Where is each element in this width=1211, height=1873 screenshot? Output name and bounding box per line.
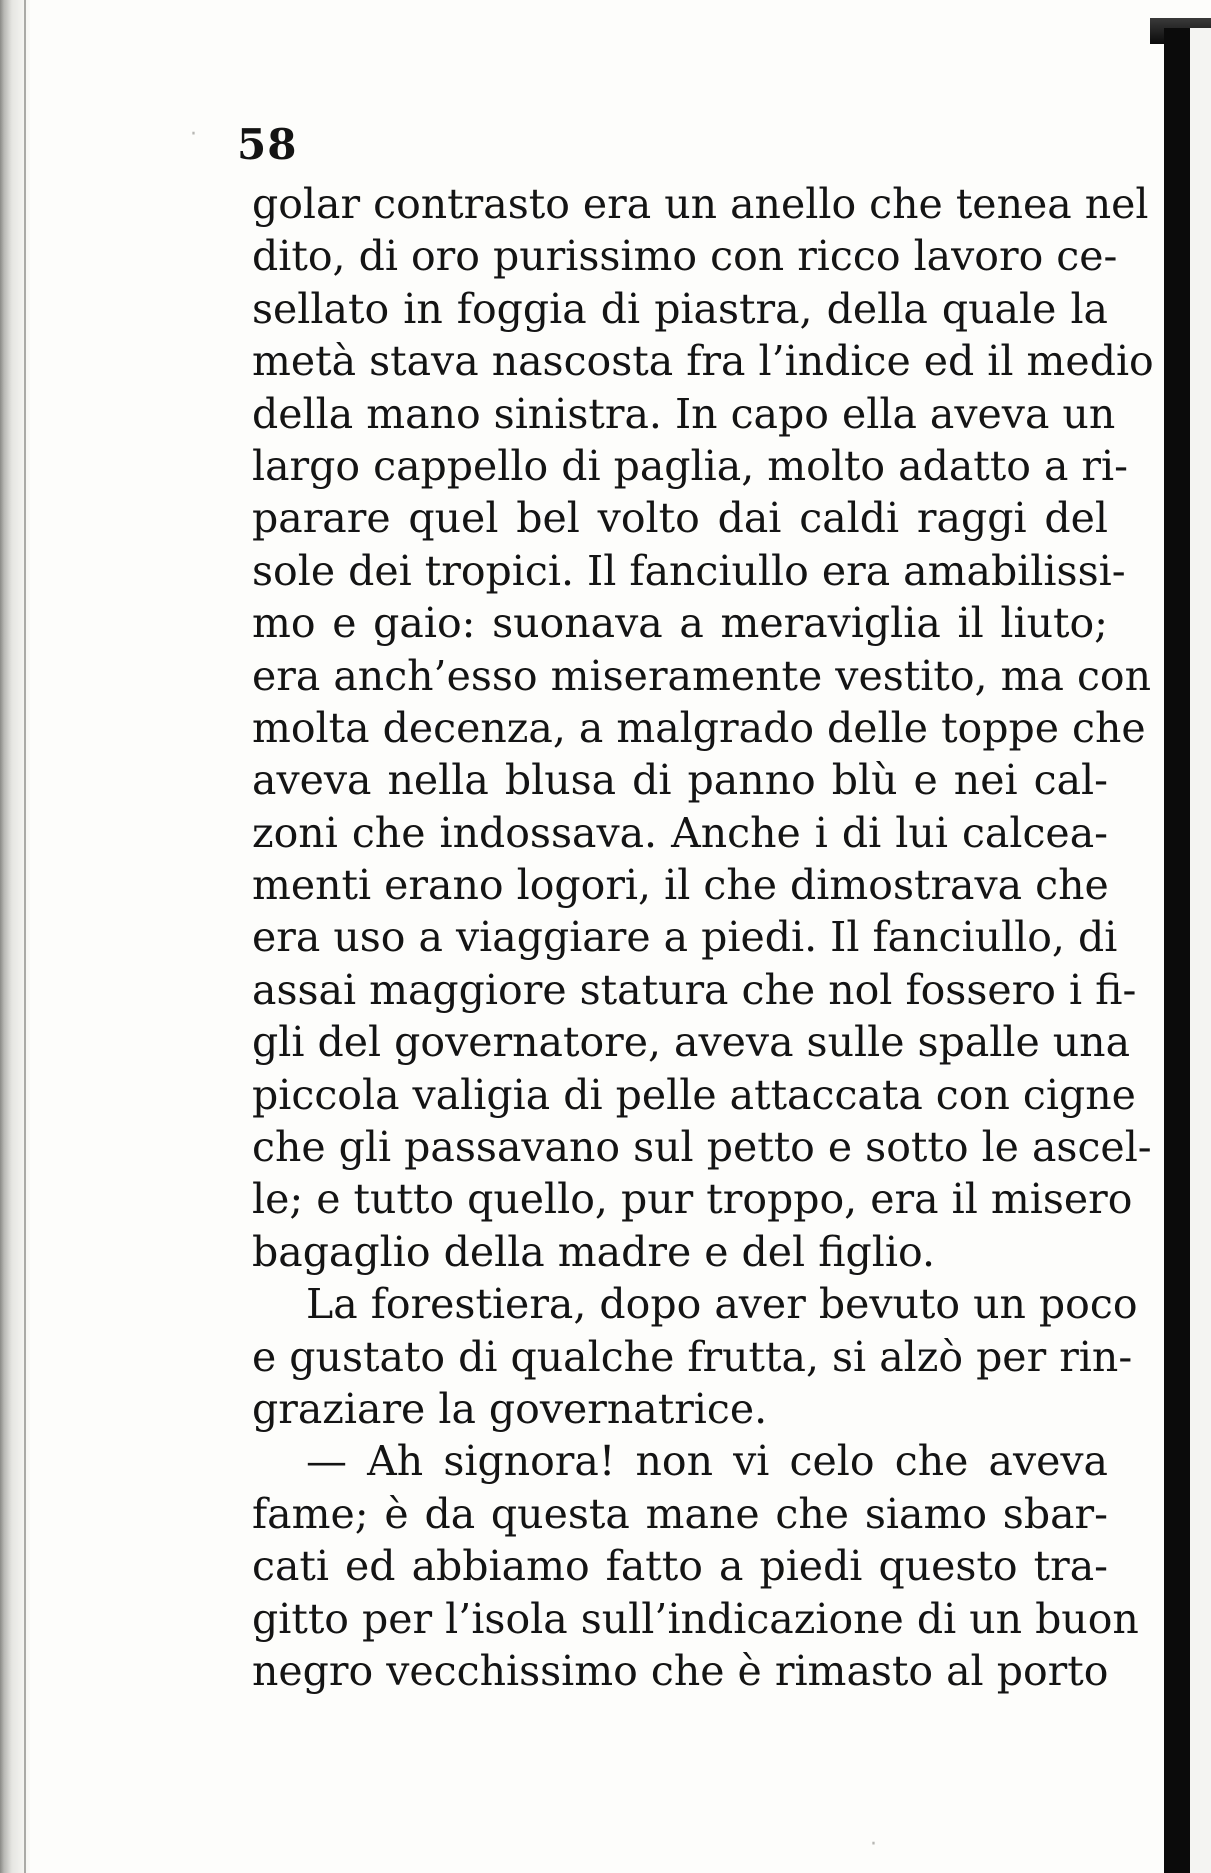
text-line: assai maggiore statura che nol fossero i fi- (252, 965, 1137, 1014)
text-line: era anch’esso miseramente vestito, ma con (252, 651, 1151, 700)
text-line: parare quel bel volto dai caldi raggi del (252, 494, 1108, 543)
page-gutter-line (24, 0, 26, 1873)
page-edge-margin (1190, 28, 1211, 1873)
text-line: gitto per l’isola sull’indicazione di un buon (252, 1594, 1139, 1643)
text-line: e gustato di qualche frutta, si alzò per rin- (252, 1332, 1133, 1381)
text-line: — Ah signora! non vi celo che aveva (306, 1437, 1108, 1486)
text-line: aveva nella blusa di panno blù e nei cal- (252, 756, 1108, 805)
text-line: piccola valigia di pelle attaccata con cigne (252, 1070, 1136, 1119)
text-line: bagaglio della madre e del figlio. (252, 1227, 936, 1276)
text-line: sellato in foggia di piastra, della quale la (252, 284, 1108, 333)
text-line: zoni che indossava. Anche i di lui calcea- (252, 808, 1108, 857)
text-line: sole dei tropici. Il fanciullo era amabilissi- (252, 546, 1126, 595)
text-line: molta decenza, a malgrado delle toppe che (252, 703, 1146, 752)
text-line: golar contrasto era un anello che tenea nel (252, 180, 1149, 228)
text-line: negro vecchissimo che è rimasto al porto (252, 1646, 1109, 1695)
scan-speck: · (190, 122, 197, 147)
page-number: 58 (237, 120, 298, 169)
text-line: La forestiera, dopo aver bevuto un poco (306, 1280, 1138, 1329)
text-line: largo cappello di paglia, molto adatto a ri- (252, 441, 1128, 490)
body-text (252, 178, 1154, 1697)
text-line: dito, di oro purissimo con ricco lavoro ce- (252, 232, 1118, 281)
text-line: cati ed abbiamo fatto a piedi questo tra- (252, 1542, 1108, 1591)
text-line: della mano sinistra. In capo ella aveva un (252, 389, 1116, 438)
text-line: menti erano logori, il che dimostrava che (252, 861, 1109, 910)
text-line: graziare la governatrice. (252, 1384, 768, 1433)
text-line: metà stava nascosta fra l’indice ed il medio (252, 337, 1154, 386)
text-line: gli del governatore, aveva sulle spalle una (252, 1018, 1131, 1067)
text-line: era uso a viaggiare a piedi. Il fanciullo, di (252, 913, 1118, 962)
page-edge-bar (1164, 28, 1190, 1873)
text-line: che gli passavano sul petto e sotto le ascel- (252, 1123, 1152, 1172)
text-line: mo e gaio: suonava a meraviglia il liuto; (252, 599, 1108, 648)
text-line: le; e tutto quello, pur troppo, era il misero (252, 1175, 1133, 1224)
text-line: fame; è da questa mane che siamo sbar- (252, 1489, 1108, 1538)
scan-speck: · (870, 1832, 877, 1857)
